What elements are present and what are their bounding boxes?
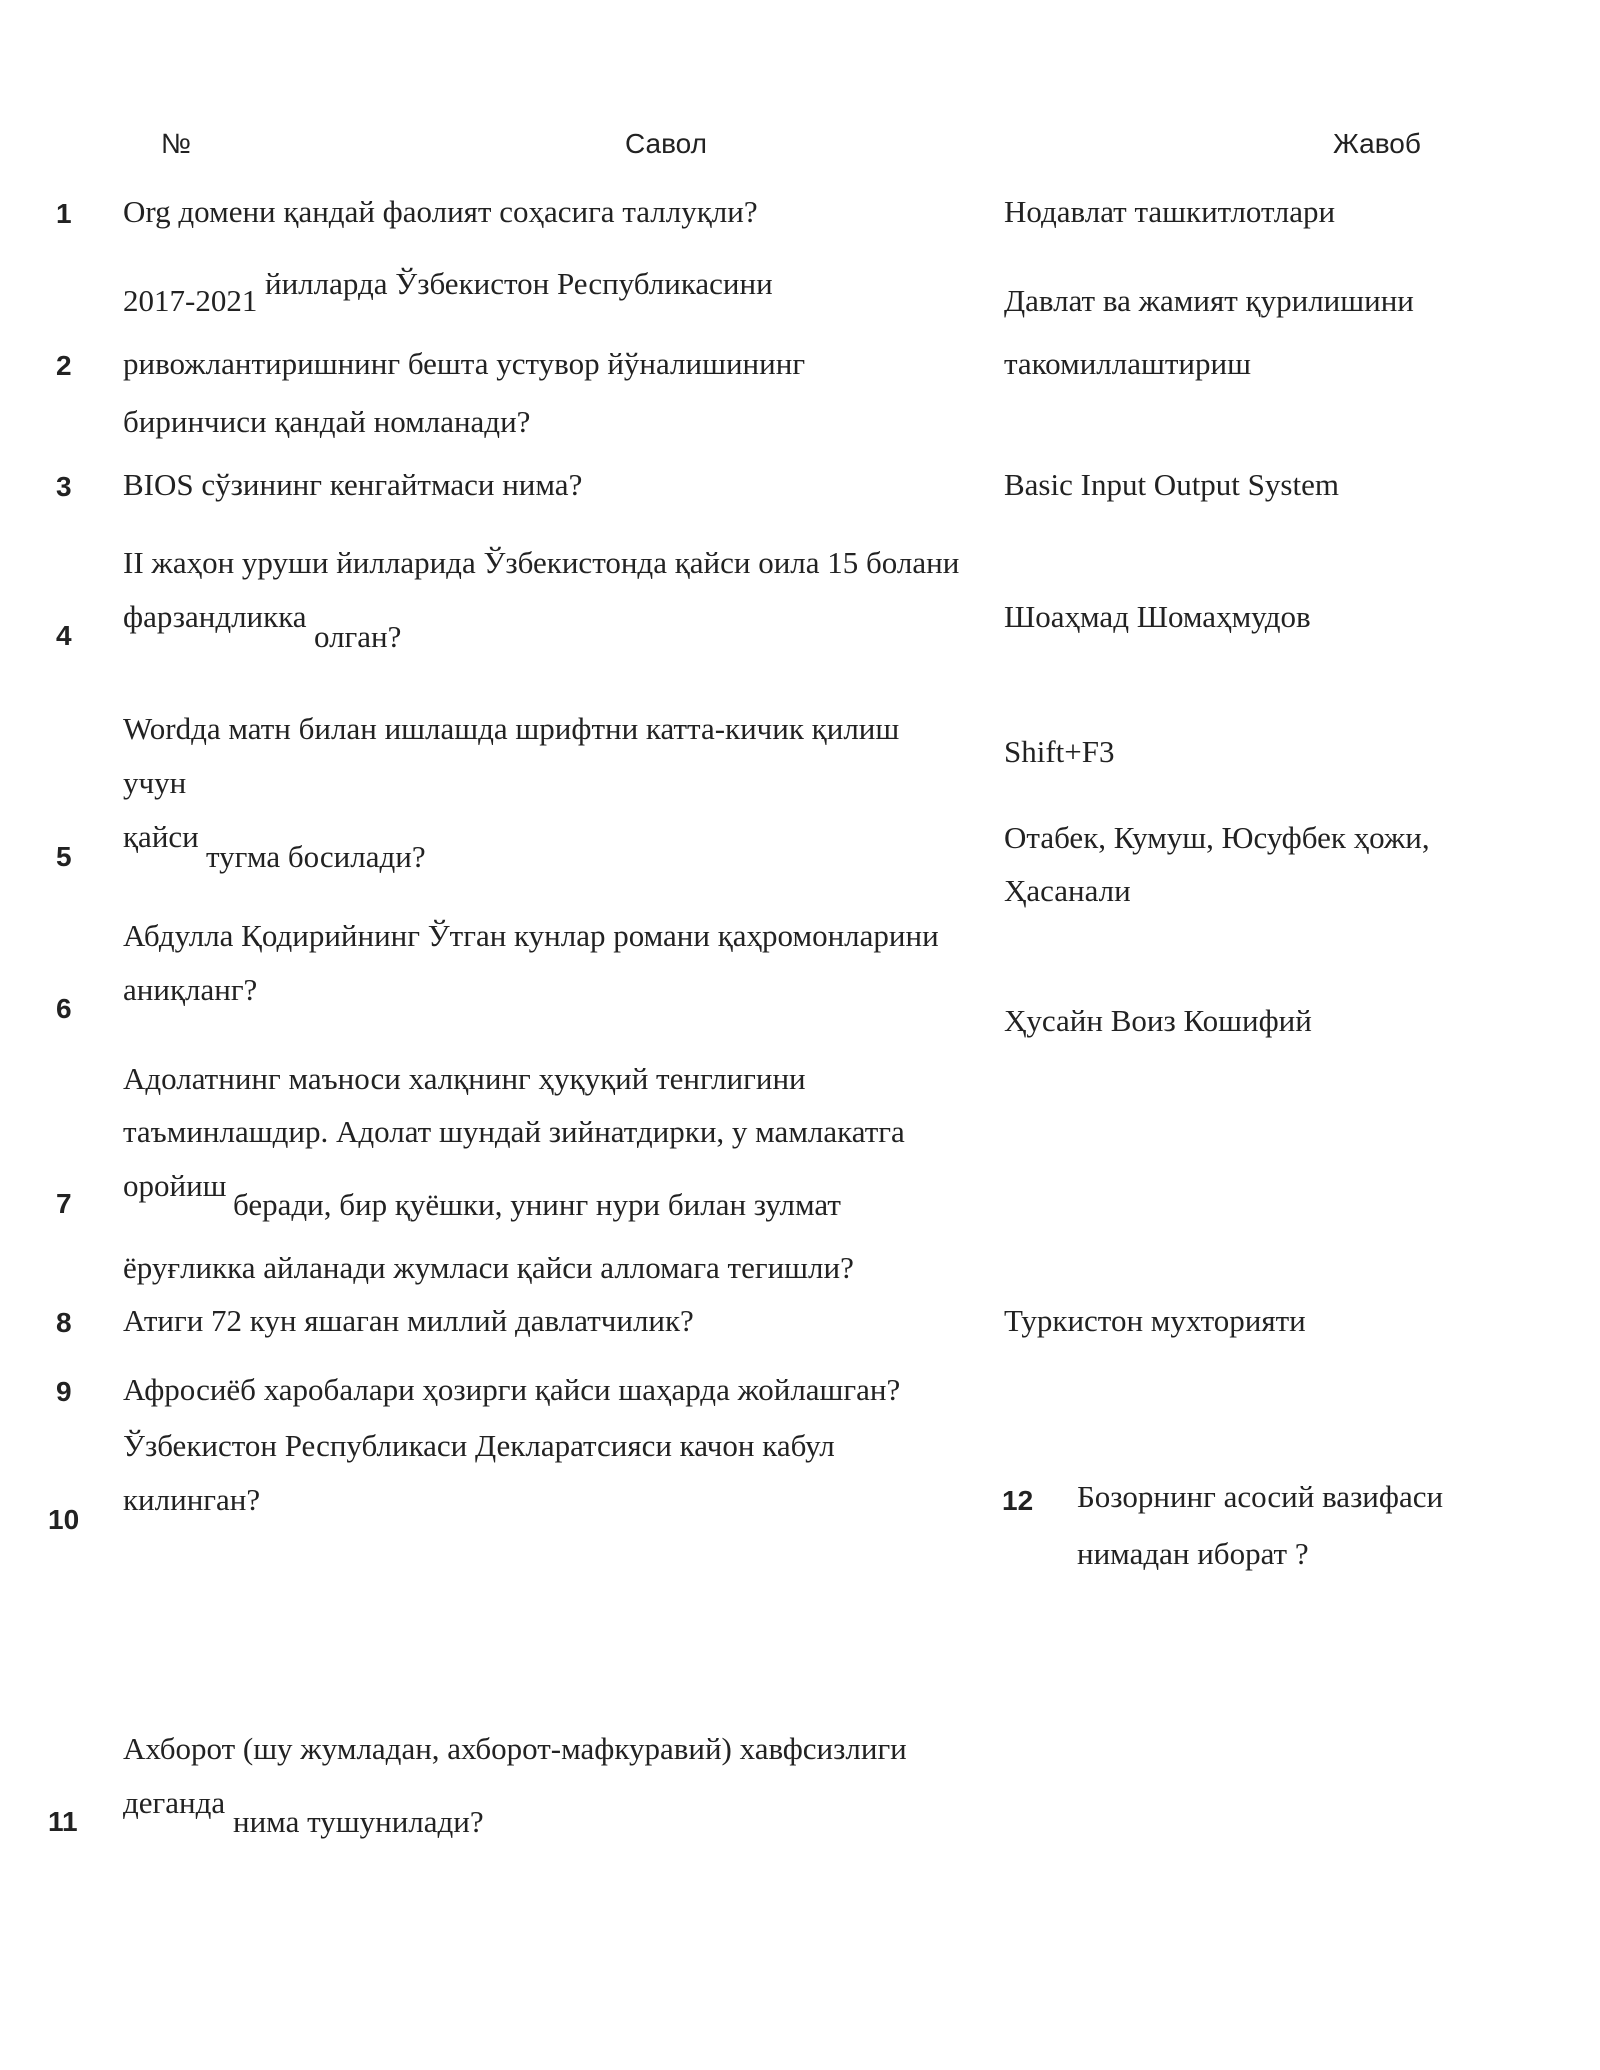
- row-6-answer-line-1: Отабек, Кумуш, Юсуфбек ҳожи,: [1004, 820, 1430, 855]
- row-7-question-line-1: Адолатнинг маъноси халқнинг ҳуқуқий тенглигини: [123, 1061, 806, 1096]
- header-question: Савол: [625, 128, 707, 159]
- row-10-question-line-2: килинган?: [123, 1482, 261, 1517]
- row-2-answer-line-2: такомиллаштириш: [1004, 346, 1251, 381]
- row-2-question-line-3: биринчиси қандай номланади?: [123, 404, 531, 439]
- row-5-question-line-3b: тугма босилади?: [206, 839, 426, 874]
- row-2-number: 2: [56, 350, 72, 381]
- row-4-answer: Шоаҳмад Шомаҳмудов: [1004, 599, 1311, 634]
- row-11-question-line-2a: деганда: [123, 1785, 226, 1820]
- row-5-question-line-1: Wordда матн билан ишлашда шрифтни катта-кичик қилиш: [123, 711, 900, 746]
- row-7-question-line-3b: беради, бир қуёшки, унинг нури билан зулмат: [233, 1187, 841, 1222]
- row-12-question-line-2: нимадан иборат ?: [1077, 1536, 1309, 1571]
- row-7-question-line-2: таъминлашдир. Адолат шундай зийнатдирки, у мамлакатга: [123, 1114, 905, 1149]
- row-6-answer-line-2: Ҳасанали: [1004, 873, 1131, 908]
- row-12-question-line-1: Бозорнинг асосий вазифаси: [1077, 1479, 1444, 1514]
- row-9-question: Афросиёб харобалари ҳозирги қайси шаҳарда жойлашган?: [123, 1372, 901, 1407]
- row-6-question-line-1: Абдулла Қодирийнинг Ўтган кунлар романи қаҳромонларини: [123, 918, 939, 953]
- row-1-question: Org домени қандай фаолият соҳасига таллуқли?: [123, 194, 758, 229]
- row-2-question-line-2: ривожлантиришнинг бешта устувор йўналишининг: [123, 346, 806, 381]
- row-3-number: 3: [56, 471, 72, 502]
- row-5-question-line-3a: қайси: [123, 819, 199, 854]
- row-11-number: 11: [48, 1806, 78, 1837]
- header-number: №: [161, 128, 192, 159]
- row-6-question-line-2: аниқланг?: [123, 972, 258, 1007]
- row-7-number: 7: [56, 1188, 72, 1219]
- row-3-question: BIOS сўзининг кенгайтмаси нима?: [123, 467, 583, 502]
- row-8-question: Атиги 72 кун яшаган миллий давлатчилик?: [123, 1303, 694, 1338]
- row-1-number: 1: [56, 198, 72, 229]
- row-4-number: 4: [56, 620, 72, 651]
- row-6-number: 6: [56, 993, 72, 1024]
- row-8-number: 8: [56, 1307, 72, 1338]
- row-3-answer: Basic Input Output System: [1004, 467, 1339, 502]
- header-answer: Жавоб: [1333, 128, 1421, 159]
- row-4-question-line-2b: олган?: [314, 619, 402, 654]
- row-10-number: 10: [48, 1504, 80, 1535]
- row-7-answer: Ҳусайн Воиз Кошифий: [1004, 1003, 1312, 1038]
- row-2-question-line-1: йилларда Ўзбекистон Республикасини: [265, 266, 773, 301]
- row-4-question-line-2a: фарзандликка: [123, 599, 307, 634]
- row-7-question-line-3a: оройиш: [123, 1168, 227, 1203]
- row-2-question-year: 2017-2021: [123, 283, 258, 318]
- row-11-question-line-2b: нима тушунилади?: [233, 1804, 484, 1839]
- row-5-answer: Shift+F3: [1004, 734, 1115, 769]
- row-5-number: 5: [56, 841, 72, 872]
- row-4-question-line-1: II жаҳон уруши йилларида Ўзбекистонда қайси оила 15 болани: [123, 545, 960, 580]
- row-12-number: 12: [1002, 1485, 1034, 1516]
- row-1-answer: Нодавлат ташкитлотлари: [1004, 194, 1336, 229]
- row-8-answer: Туркистон мухторияти: [1004, 1303, 1306, 1338]
- row-2-answer-line-1: Давлат ва жамият қурилишини: [1004, 283, 1414, 318]
- row-9-number: 9: [56, 1376, 72, 1407]
- row-7-question-line-4: ёруғликка айланади жумласи қайси алломага тегишли?: [123, 1250, 854, 1285]
- row-11-question-line-1: Ахборот (шу жумладан, ахборот-мафкуравий) хавфсизлиги: [123, 1731, 907, 1766]
- row-5-question-line-2: учун: [123, 765, 187, 800]
- row-10-question-line-1: Ўзбекистон Республикаси Декларатсияси качон кабул: [123, 1428, 835, 1463]
